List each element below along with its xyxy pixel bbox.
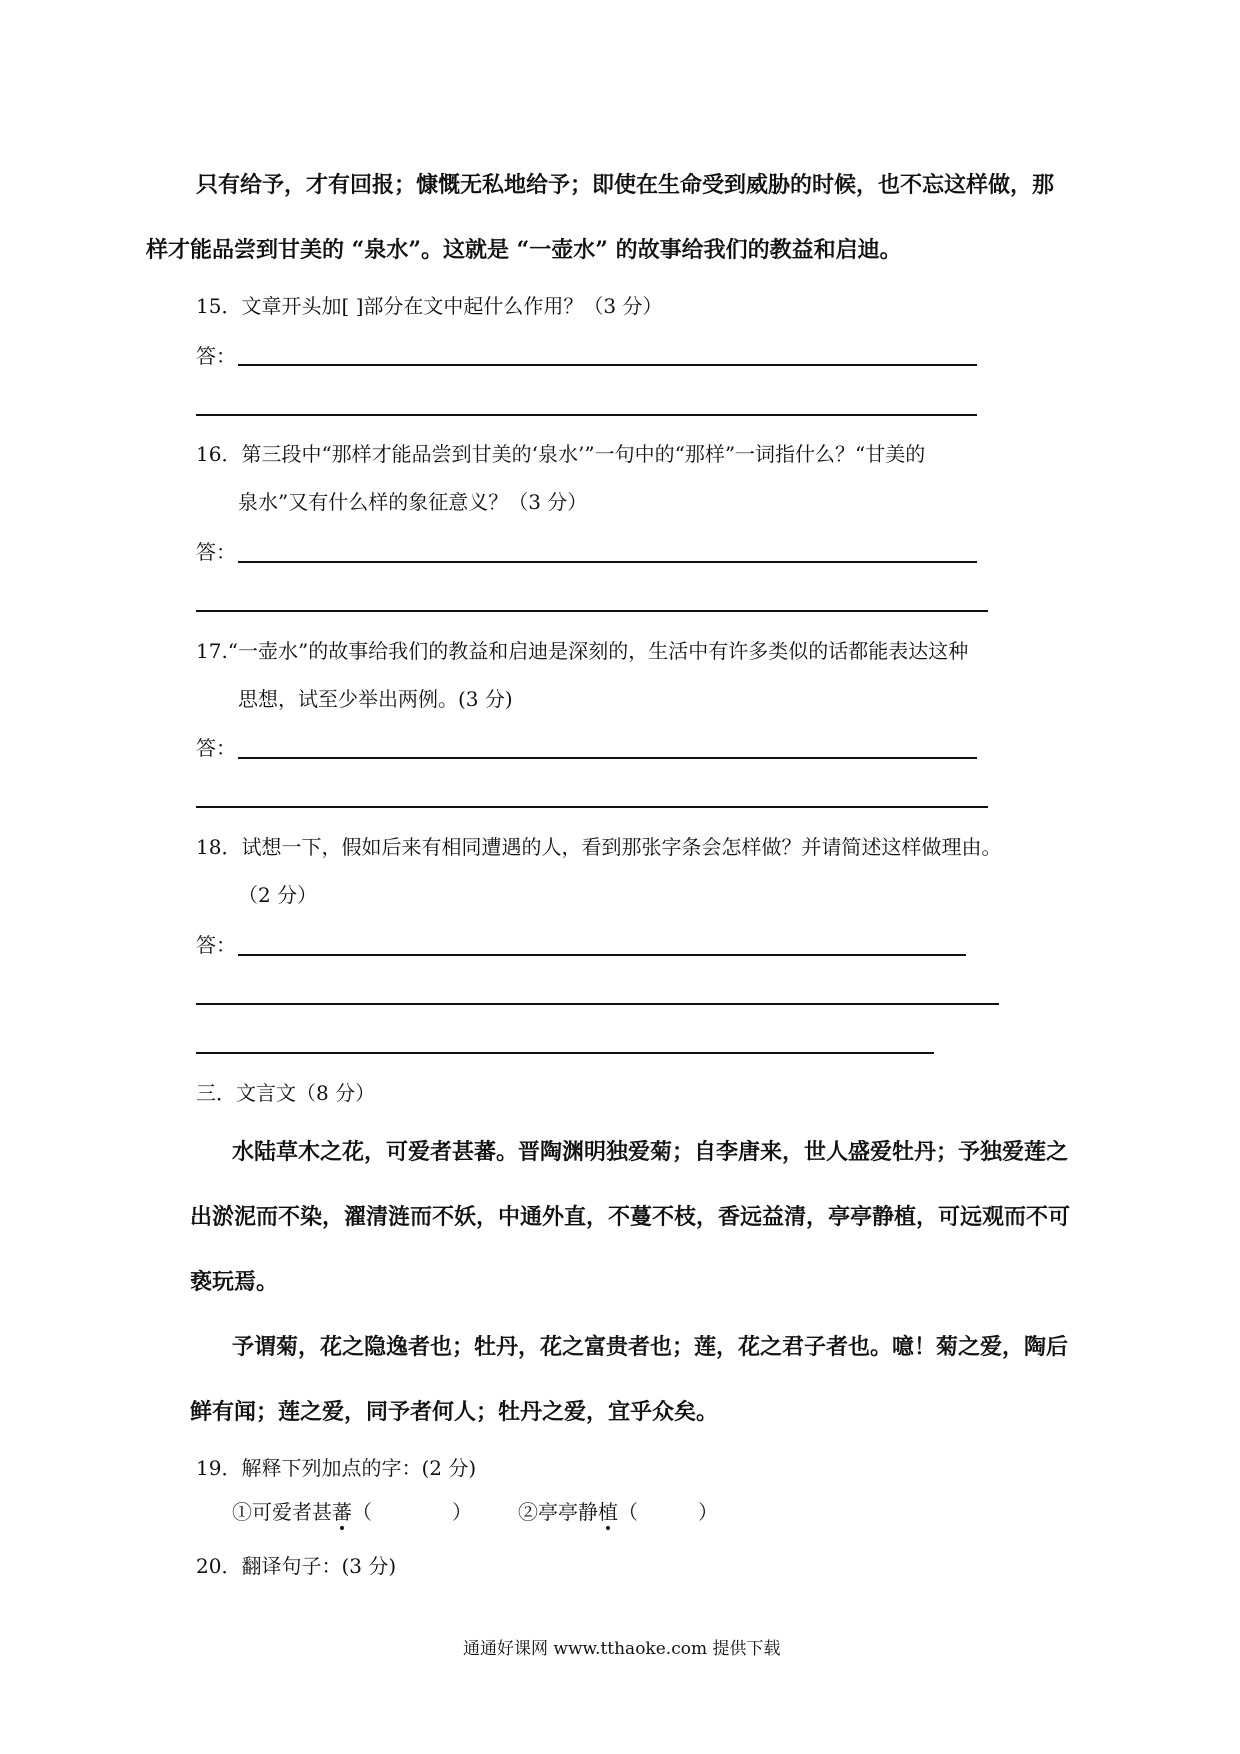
answer-line-18-c[interactable] [196,1052,934,1054]
answer-label-17: 答： [196,736,236,760]
answer-label-18: 答： [196,933,236,957]
answer-label-15: 答： [196,344,236,368]
classical-p1-line-3: 亵玩焉。 [190,1269,279,1295]
section-3-title: 三．文言文（8 分） [196,1081,376,1105]
question-17-line-1: 17.“一壶水”的故事给我们的教益和启迪是深刻的，生活中有许多类似的话都能表达这种 [196,639,969,663]
question-20: 20．翻译句子：(3 分) [196,1554,397,1578]
q19-item2-prefix: ②亭亭静 [518,1500,598,1524]
question-19-item-1 [232,1502,472,1522]
answer-line-16-a[interactable] [238,561,977,563]
question-19-item-2 [518,1502,718,1522]
answer-line-15-b[interactable] [196,414,977,416]
answer-line-15-a[interactable] [238,364,977,366]
question-16-line-1: 16．第三段中“那样才能品尝到甘美的‘泉水’”一句中的“那样”一词指什么？“甘美的 [196,442,926,466]
question-15: 15．文章开头加[ ]部分在文中起什么作用？（3 分） [196,294,663,318]
question-16-line-2: 泉水”又有什么样的象征意义？（3 分） [238,490,588,514]
classical-p2-line-2: 鲜有闻；莲之爱，同予者何人；牡丹之爱，宜乎众矣。 [190,1399,719,1425]
q19-item1-dotted-char: 蕃 [332,1500,352,1524]
answer-line-16-b[interactable] [196,610,988,612]
classical-p2-line-1: 予谓菊，花之隐逸者也；牡丹，花之富贵者也；莲，花之君子者也。噫！菊之爱，陶后 [232,1334,1069,1360]
question-18-line-1: 18．试想一下，假如后来有相同遭遇的人，看到那张字条会怎样做？并请简述这样做理由。 [196,835,1002,859]
answer-line-18-a[interactable] [238,954,966,956]
passage-line-2: 样才能品尝到甘美的 “泉水”。这就是 “一壶水” 的故事给我们的教益和启迪。 [146,237,902,263]
classical-p1-line-1: 水陆草木之花，可爱者甚蕃。晋陶渊明独爱菊；自李唐来，世人盛爱牡丹；予独爱莲之 [232,1139,1069,1165]
passage-line-1: 只有给予，才有回报；慷慨无私地给予；即使在生命受到威胁的时候，也不忘这样做，那 [196,172,1055,198]
q19-item2-blank[interactable]: （ ） [618,1500,718,1524]
question-18-line-2: （2 分） [238,883,318,907]
answer-label-16: 答： [196,540,236,564]
q19-item1-prefix: ①可爱者甚 [232,1500,332,1524]
answer-line-17-b[interactable] [196,806,988,808]
page-footer: 通通好课网 www.tthaoke.com 提供下载 [463,1639,781,1659]
question-17-line-2: 思想，试至少举出两例。(3 分) [238,687,513,711]
question-19: 19．解释下列加点的字：(2 分) [196,1456,477,1480]
answer-line-18-b[interactable] [196,1003,999,1005]
q19-item2-dotted-char: 植 [598,1500,618,1524]
classical-p1-line-2: 出淤泥而不染，濯清涟而不妖，中通外直，不蔓不枝，香远益清，亭亭静植，可远观而不可 [190,1204,1071,1230]
answer-line-17-a[interactable] [238,757,977,759]
q19-item1-blank[interactable]: （ ） [352,1500,472,1524]
